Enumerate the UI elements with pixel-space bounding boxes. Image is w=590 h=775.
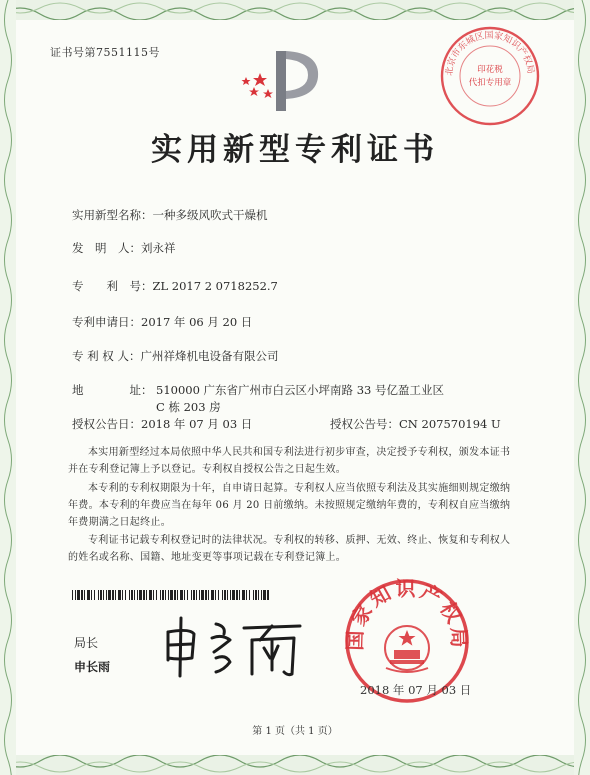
patent-number-label: 专 利 号：: [72, 279, 153, 293]
patentee-label: 专 利 权 人：: [72, 349, 141, 363]
inventor-row: [72, 240, 176, 256]
top-seal-center-line2: 代扣专用章: [468, 78, 512, 88]
patent-number-value: ZL 2017 2 0718252.7: [152, 279, 278, 293]
paragraph-grant-decision: 本实用新型经过本局依照中华人民共和国专利法进行初步审查，决定授予专利权，颁发本证书并在专利登记簿上予以登记。专利权自授权公告之日起生效。: [68, 447, 511, 475]
bottom-ornamental-border: [0, 755, 590, 775]
signatory-role: 局长: [74, 636, 99, 650]
grant-announcement-number-row: [330, 416, 501, 432]
address-value: 510000 广东省广州市白云区小坪南路 33 号亿盈工业区 C 栋 203 房: [156, 383, 444, 414]
patent-office-emblem-icon: [240, 45, 330, 115]
certificate-number: 证书号第7551115号: [50, 46, 160, 59]
left-ornamental-border: [0, 0, 16, 775]
address-label: 地 址：: [72, 383, 153, 397]
grant-announcement-date-value: 2018 年 07 月 03 日: [141, 417, 253, 431]
inventor-label: 发 明 人：: [72, 241, 141, 255]
seal-date: 2018 年 07 月 03 日: [360, 683, 472, 697]
barcode: [72, 590, 272, 600]
right-ornamental-border: [574, 0, 590, 775]
filing-date-row: [72, 314, 252, 330]
grant-announcement-date-label: 授权公告日：: [72, 417, 141, 431]
patent-number-row: [72, 278, 278, 294]
utility-model-name-row: [72, 207, 268, 223]
grant-announcement-number-label: 授权公告号：: [330, 417, 399, 431]
patentee-row: [72, 348, 278, 364]
top-seal-center-line1: 印花税: [477, 65, 503, 75]
signatory-name: 申长雨: [74, 660, 111, 674]
top-seal-ring-text: 北京市东城区国家知识产权局: [444, 30, 536, 77]
filing-date-value: 2017 年 06 月 20 日: [141, 315, 253, 329]
inventor-value: 刘永祥: [141, 241, 176, 255]
bottom-seal-text: 国家知识产权局: [342, 576, 472, 651]
paragraph-patent-term: 本专利的专利权期限为十年，自申请日起算。专利权人应当依照专利法及其实施细则规定缴纳年费。本专利的年费应当在每年 06 月 20 日前缴纳。未按照规定缴纳年费的，专利权自应当缴纳年费期满之日起终止。: [68, 483, 511, 528]
page-number: 第 1 页（共 1 页）: [252, 726, 338, 737]
stamp-duty-seal: [438, 24, 542, 128]
paragraph-legal-status: 专利证书记载专利权登记时的法律状况。专利权的转移、质押、无效、终止、恢复和专利权人的姓名或名称、国籍、地址变更等事项记载在专利登记簿上。: [68, 535, 511, 563]
filing-date-label: 专利申请日：: [72, 315, 141, 329]
page-title: 实用新型专利证书: [151, 132, 439, 168]
grant-announcement-date-row: [72, 416, 252, 432]
utility-model-name-value: 一种多级风吹式干燥机: [152, 208, 268, 222]
patentee-value: 广州祥烽机电设备有限公司: [140, 349, 279, 363]
handwritten-signature: [160, 614, 310, 680]
grant-announcement-number-value: CN 207570194 U: [399, 417, 501, 431]
top-ornamental-border: [0, 0, 590, 20]
utility-model-name-label: 实用新型名称：: [72, 208, 153, 222]
address-row: [72, 382, 153, 398]
